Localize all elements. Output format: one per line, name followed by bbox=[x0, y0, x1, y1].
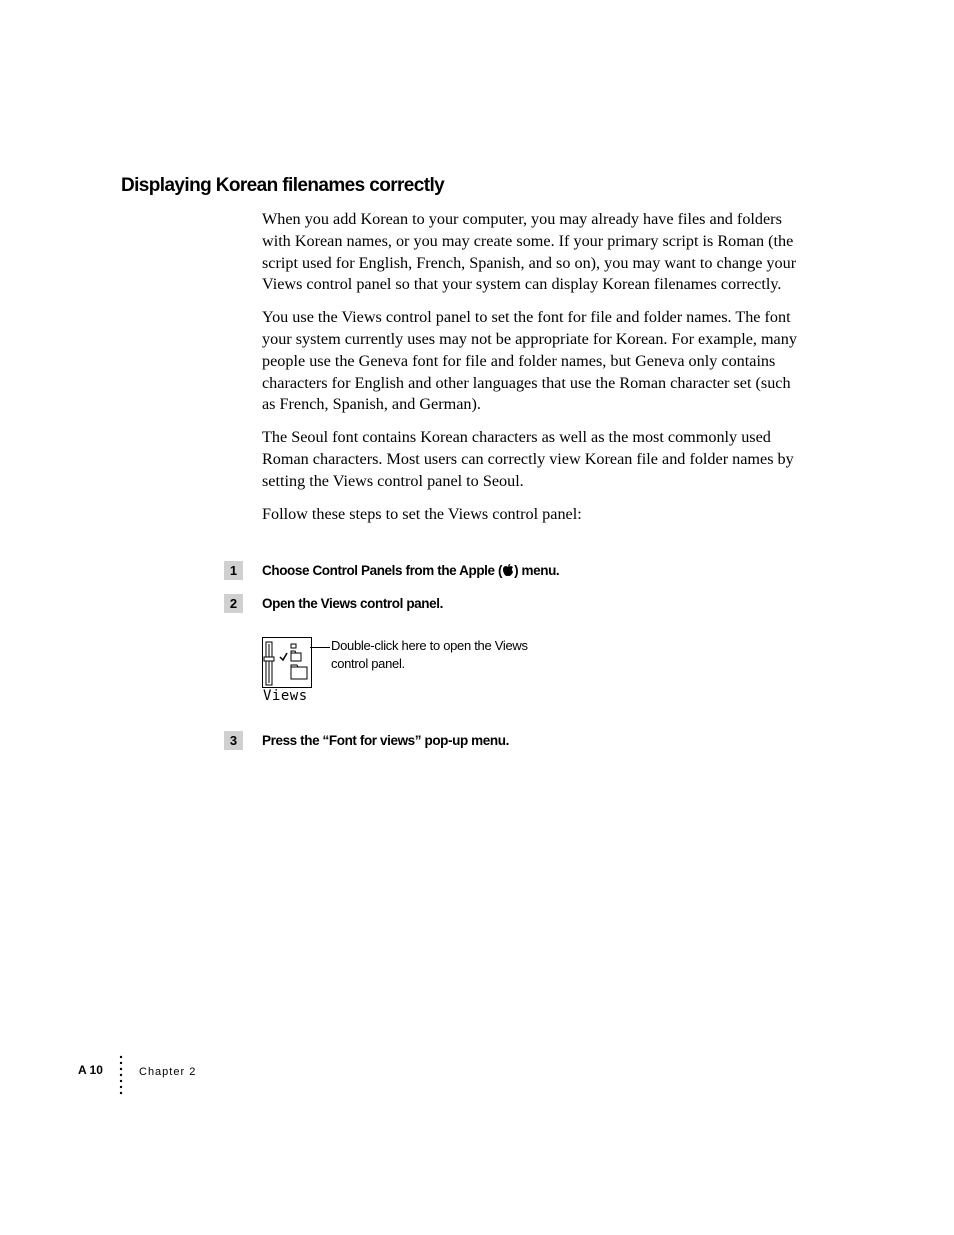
step-text: Press the “Font for views” pop-up menu. bbox=[262, 733, 509, 748]
apple-icon bbox=[502, 563, 514, 577]
views-figure bbox=[262, 637, 562, 712]
figure-caption: Double-click here to open the Views control panel. bbox=[331, 638, 528, 671]
paragraph: You use the Views control panel to set the font for file and folder names. The font your system currently uses may not be appropriate for Korean. For example, many people use the Geneva font for file and folder names, but Geneva only contains characters for English and other languages that use the Roman character set (such as French, Spanish, and German). bbox=[262, 308, 797, 414]
chapter-label: Chapter 2 bbox=[139, 1066, 197, 1078]
page-number: A 10 bbox=[78, 1063, 103, 1077]
step-text: Open the Views control panel. bbox=[262, 596, 443, 611]
section-heading: Displaying Korean filenames correctly bbox=[121, 175, 445, 196]
footer-dotted-rule bbox=[119, 1055, 123, 1095]
step-number: 1 bbox=[224, 561, 243, 580]
paragraph: The Seoul font contains Korean characters as well as the most commonly used Roman characters. Most users can correctly view Korean file and folder names by setting the Views control panel to Seoul. bbox=[262, 428, 794, 490]
body-text bbox=[262, 209, 807, 536]
step-number: 3 bbox=[224, 731, 243, 750]
paragraph: Follow these steps to set the Views control panel: bbox=[262, 504, 582, 523]
paragraph: When you add Korean to your computer, you may already have files and folders with Korean names, or you may create some. If your primary script is Roman (the script used for English, French, Spanish, and so on), you may want to change your Views control panel so that your system can display Korean filenames correctly. bbox=[262, 210, 797, 294]
callout-line bbox=[310, 647, 330, 648]
step-number: 2 bbox=[224, 594, 243, 613]
views-control-panel-icon[interactable] bbox=[262, 637, 312, 689]
icon-label: Views bbox=[263, 688, 308, 704]
step-text: Choose Control Panels from the Apple ( ) menu. bbox=[262, 563, 560, 578]
